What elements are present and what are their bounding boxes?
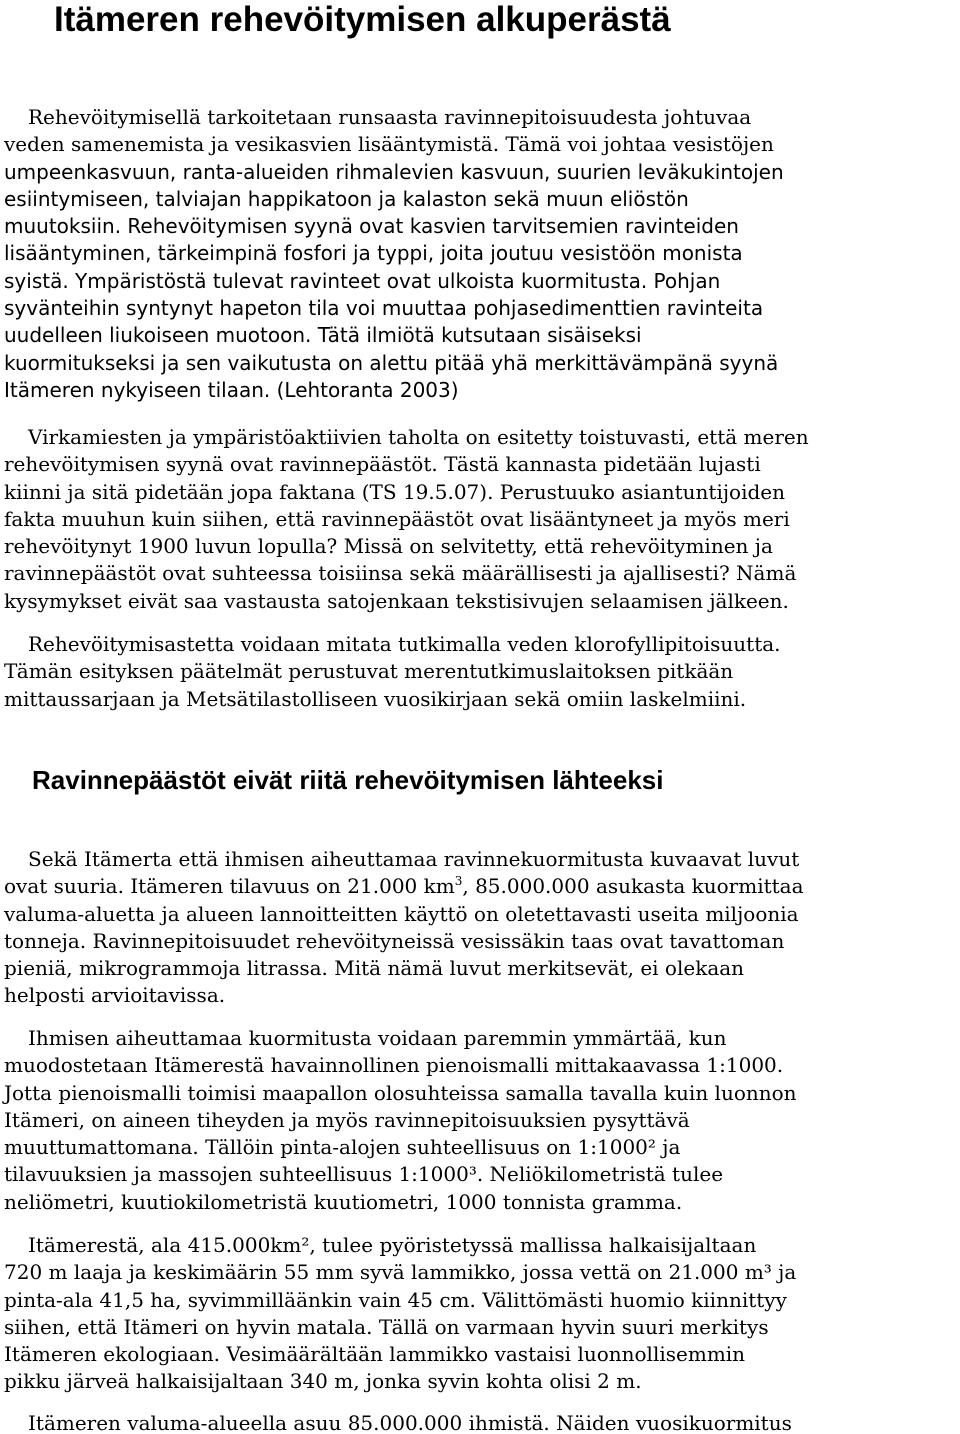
text-line: Itämerestä, ala 415.000km², tulee pyöristetyssä mallissa halkaisijaltaan	[28, 1233, 757, 1257]
text-line: tonneja. Ravinnepitoisuudet rehevöityneissä vesissäkin taas ovat tavattoman	[4, 928, 785, 953]
text-line: mittaussarjaan ja Metsätilastolliseen vuosikirjaan sekä omiin laskelmiini.	[4, 686, 747, 711]
text-line: Tämän esityksen päätelmät perustuvat merentutkimuslaitoksen pitkään	[4, 659, 734, 684]
text-line: muuttumattomana. Tällöin pinta-alojen suhteellisuus on 1:1000² ja	[4, 1135, 681, 1160]
text-fragment: ovat suuria. Itämeren tilavuus on 21.000 km	[4, 874, 455, 899]
text-fragment: , 85.000.000 asukasta kuormittaa	[462, 874, 804, 899]
text-line: valuma-aluetta ja alueen lannoitteitten käyttö on oletettavasti useita miljoonia	[4, 901, 799, 926]
paragraph-6	[4, 1232, 960, 1396]
text-line: pikku järveä halkaisijaltaan 340 m, jonka syvin kohta olisi 2 m.	[4, 1369, 642, 1394]
text-line: kysymykset eivät saa vastausta satojenkaan tekstisivujen selaamisen jälkeen.	[4, 588, 789, 613]
text-line: Itämeri, on aineen tiheyden ja myös ravinnepitoisuuksien pysyttävä	[4, 1107, 690, 1132]
paragraph-4	[4, 846, 960, 1010]
text-line: uudelleen liukoiseen muotoon. Tätä ilmiötä kutsutaan sisäiseksi	[4, 323, 642, 348]
text-line: Ihmisen aiheuttamaa kuormitusta voidaan paremmin ymmärtää, kun	[28, 1026, 727, 1050]
text-line: siihen, että Itämeri on hyvin matala. Tällä on varmaan hyvin suuri merkitys	[4, 1314, 769, 1339]
text-line: Itämeren nykyiseen tilaan. (Lehtoranta 2003)	[4, 377, 459, 402]
text-line: pinta-ala 41,5 ha, syvimmilläänkin vain 45 cm. Välittömästi huomio kiinnittyy	[4, 1287, 787, 1312]
paragraph-2	[4, 424, 960, 615]
document-title: Itämeren rehevöitymisen alkuperästä	[54, 0, 671, 39]
text-line: kiinni ja sitä pidetään jopa faktana (TS 19.5.07). Perustuuko asiantuntijoiden	[4, 479, 785, 504]
text-line: umpeenkasvuun, ranta-alueiden rihmalevien kasvuun, suurien leväkukintojen	[4, 159, 784, 184]
text-line: Sekä Itämerta että ihmisen aiheuttamaa ravinnekuormitusta kuvaavat luvut	[28, 847, 800, 871]
text-line: veden samenemista ja vesikasvien lisääntymistä. Tämä voi johtaa vesistöjen	[4, 132, 774, 157]
text-line: rehevöitynyt 1900 luvun lopulla? Missä on selvitetty, että rehevöityminen ja	[4, 534, 773, 559]
text-line: Itämeren valuma-alueella asuu 85.000.000 ihmistä. Näiden vuosikuormitus	[28, 1411, 792, 1434]
text-line: 720 m laaja ja keskimäärin 55 mm syvä lammikko, jossa vettä on 21.000 m³ ja	[4, 1260, 797, 1285]
text-line	[4, 873, 960, 900]
paragraph-1	[4, 104, 960, 404]
text-line: rehevöitymisen syynä ovat ravinnepäästöt. Tästä kannasta pidetään lujasti	[4, 452, 761, 477]
superscript: 3	[454, 874, 463, 889]
text-line: Rehevöitymisellä tarkoitetaan runsaasta ravinnepitoisuudesta johtuvaa	[28, 105, 752, 129]
paragraph-7	[4, 1410, 960, 1434]
text-line: ravinnepäästöt ovat suhteessa toisiinsa sekä määrällisesti ja ajallisesti? Nämä	[4, 561, 797, 586]
section-heading: Ravinnepäästöt eivät riitä rehevöitymisen lähteeksi	[32, 765, 664, 795]
paragraph-5	[4, 1025, 960, 1216]
text-line: fakta muuhun kuin siihen, että ravinnepäästöt ovat lisääntyneet ja myös meri	[4, 506, 790, 531]
text-line: lisääntyminen, tärkeimpinä fosfori ja typpi, joita joutuu vesistöön monista	[4, 241, 743, 266]
text-line: helposti arvioitavissa.	[4, 983, 226, 1008]
text-line: esiintymiseen, talviajan happikatoon ja kalaston sekä muun eliöstön	[4, 186, 689, 211]
paragraph-3	[4, 631, 960, 713]
text-line: pieniä, mikrogrammoja litrassa. Mitä nämä luvut merkitsevät, ei olekaan	[4, 956, 745, 981]
text-line: kuormitukseksi ja sen vaikutusta on alettu pitää yhä merkittävämpänä syynä	[4, 350, 779, 375]
text-line: tilavuuksien ja massojen suhteellisuus 1:1000³. Neliökilometristä tulee	[4, 1162, 724, 1187]
text-line: Itämeren ekologiaan. Vesimäärältään lammikko vastaisi luonnollisemmin	[4, 1342, 746, 1367]
text-line: Jotta pienoismalli toimisi maapallon olosuhteissa samalla tavalla kuin luonnon	[4, 1080, 797, 1105]
text-line: Rehevöitymisastetta voidaan mitata tutkimalla veden klorofyllipitoisuutta.	[28, 632, 781, 656]
text-line: syvänteihin syntynyt hapeton tila voi muuttaa pohjasedimenttien ravinteita	[4, 296, 764, 321]
text-line: Virkamiesten ja ympäristöaktiivien taholta on esitetty toistuvasti, että meren	[28, 425, 809, 449]
text-line: neliömetri, kuutiokilometristä kuutiometri, 1000 tonnista gramma.	[4, 1189, 683, 1214]
text-line: syistä. Ympäristöstä tulevat ravinteet ovat ulkoista kuormitusta. Pohjan	[4, 268, 721, 293]
text-line: muutoksiin. Rehevöitymisen syynä ovat kasvien tarvitsemien ravinteiden	[4, 214, 739, 239]
text-line: muodostetaan Itämerestä havainnollinen pienoismalli mittakaavassa 1:1000.	[4, 1053, 784, 1078]
